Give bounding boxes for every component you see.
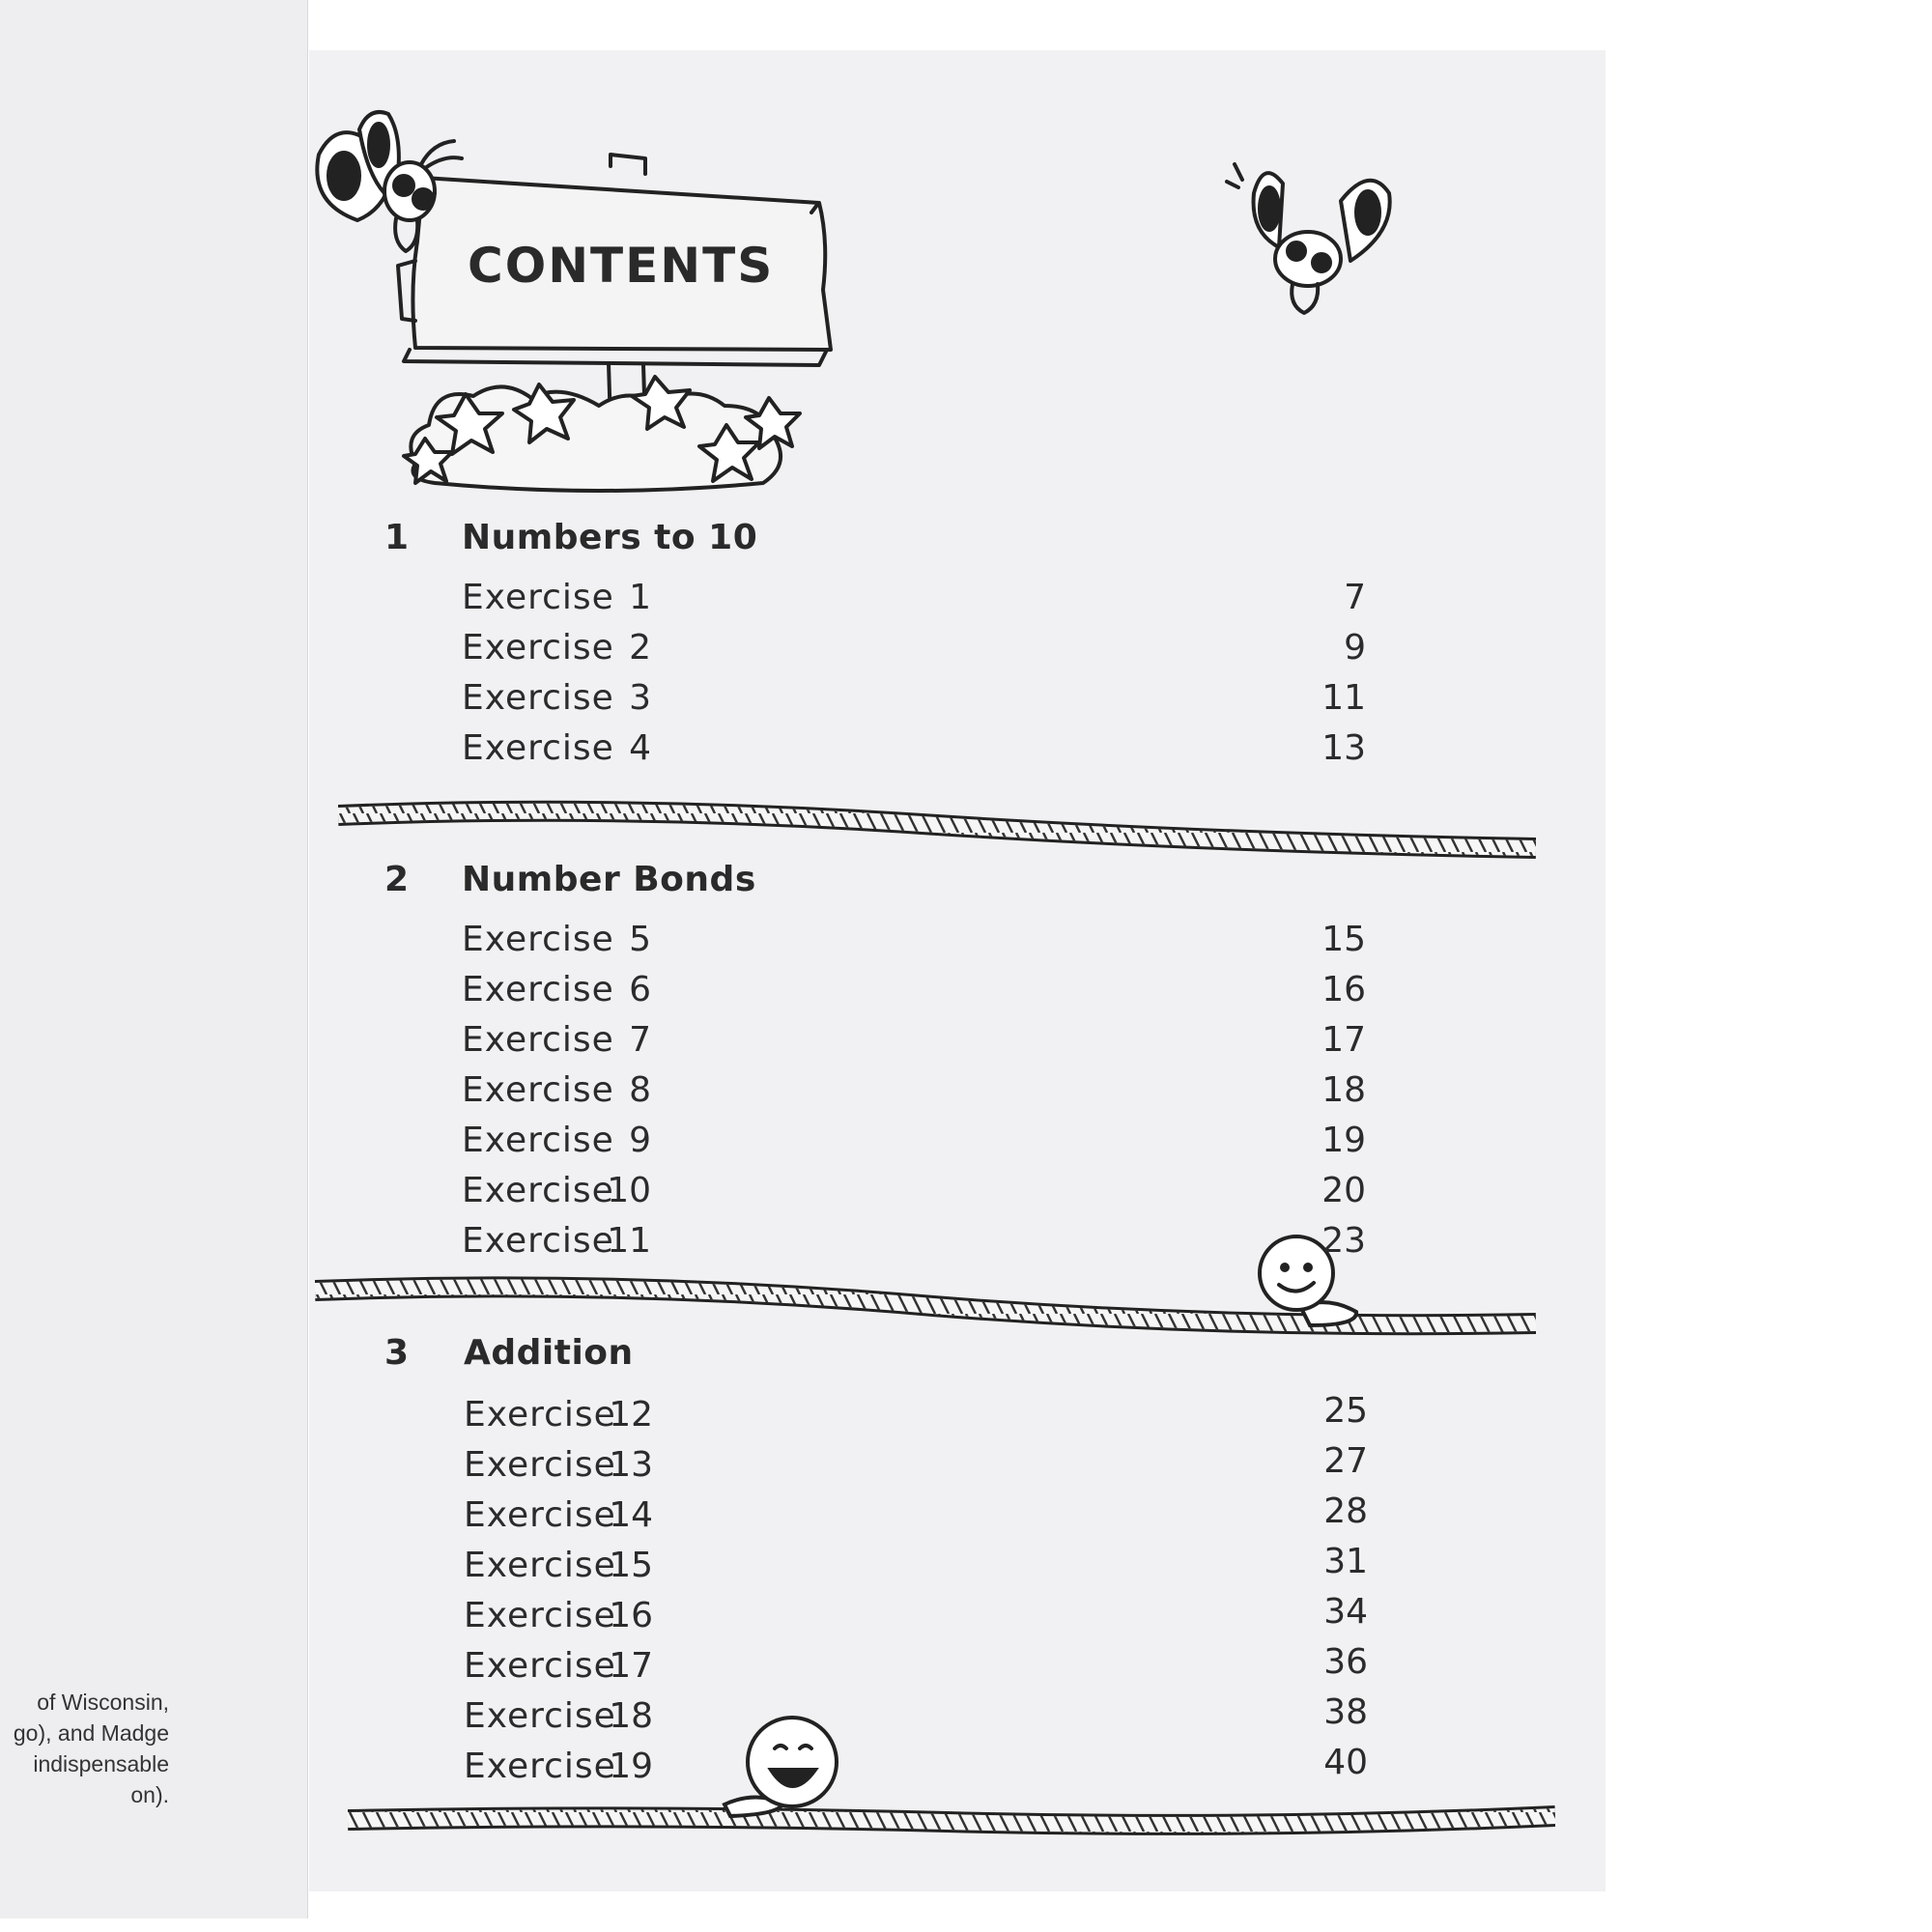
exercise-number: 6 (629, 970, 651, 1009)
page-number: 9 (1344, 628, 1366, 668)
exercise-number: 10 (607, 1171, 651, 1210)
page-number: 38 (1323, 1692, 1368, 1732)
exercise-number: 4 (629, 728, 651, 768)
exercise-label: Exercise (462, 970, 614, 1009)
credit-line: go), and Madge (13, 1720, 169, 1746)
exercise-label: Exercise (464, 1596, 616, 1635)
exercise-number: 12 (609, 1395, 653, 1435)
exercise-number: 7 (629, 1020, 651, 1060)
exercise-number: 5 (629, 920, 651, 959)
exercise-number: 11 (607, 1221, 651, 1261)
page-number: 27 (1323, 1441, 1368, 1481)
credit-line: of Wisconsin, (37, 1690, 169, 1715)
credit-line: indispensable (33, 1751, 169, 1776)
page-number: 34 (1323, 1592, 1368, 1632)
exercise-number: 19 (609, 1747, 653, 1786)
chapter-number: 3 (384, 1333, 410, 1373)
exercise-label: Exercise (462, 1020, 614, 1060)
exercise-number: 17 (609, 1646, 653, 1686)
page-number: 17 (1321, 1020, 1366, 1060)
exercise-label: Exercise (464, 1747, 616, 1786)
exercise-number: 13 (609, 1445, 653, 1485)
chapter-number: 2 (384, 860, 410, 899)
exercise-label: Exercise (462, 1121, 614, 1160)
exercise-number: 3 (629, 678, 651, 718)
chapter-title: Number Bonds (462, 860, 756, 899)
page-number: 19 (1321, 1121, 1366, 1160)
page-number: 36 (1323, 1642, 1368, 1682)
page-number: 18 (1321, 1070, 1366, 1110)
page-number: 7 (1344, 578, 1366, 617)
contents-heading: CONTENTS (468, 238, 775, 294)
page-number: 16 (1321, 970, 1366, 1009)
chapter-title: Numbers to 10 (462, 518, 758, 557)
exercise-label: Exercise (464, 1546, 616, 1585)
exercise-label: Exercise (462, 1171, 614, 1210)
exercise-label: Exercise (462, 1221, 614, 1261)
exercise-label: Exercise (464, 1646, 616, 1686)
exercise-label: Exercise (464, 1696, 616, 1736)
page-number: 23 (1321, 1221, 1366, 1261)
exercise-label: Exercise (462, 628, 614, 668)
exercise-number: 16 (609, 1596, 653, 1635)
page-number: 15 (1321, 920, 1366, 959)
exercise-number: 1 (629, 578, 651, 617)
exercise-label: Exercise (464, 1395, 616, 1435)
chapter-number: 1 (384, 518, 410, 557)
page-number: 25 (1323, 1391, 1368, 1431)
page-number: 11 (1321, 678, 1366, 718)
chapter-title: Addition (464, 1333, 634, 1373)
exercise-number: 9 (629, 1121, 651, 1160)
page-number: 20 (1321, 1171, 1366, 1210)
exercise-number: 2 (629, 628, 651, 668)
exercise-number: 18 (609, 1696, 653, 1736)
exercise-label: Exercise (462, 728, 614, 768)
exercise-label: Exercise (462, 578, 614, 617)
page-number: 28 (1323, 1492, 1368, 1531)
page-number: 40 (1323, 1743, 1368, 1782)
exercise-number: 15 (609, 1546, 653, 1585)
exercise-label: Exercise (462, 678, 614, 718)
exercise-number: 8 (629, 1070, 651, 1110)
page-number: 13 (1321, 728, 1366, 768)
exercise-label: Exercise (462, 920, 614, 959)
exercise-label: Exercise (462, 1070, 614, 1110)
exercise-label: Exercise (464, 1495, 616, 1535)
exercise-number: 14 (609, 1495, 653, 1535)
exercise-label: Exercise (464, 1445, 616, 1485)
page-number: 31 (1323, 1542, 1368, 1581)
credit-line: on). (130, 1782, 169, 1807)
